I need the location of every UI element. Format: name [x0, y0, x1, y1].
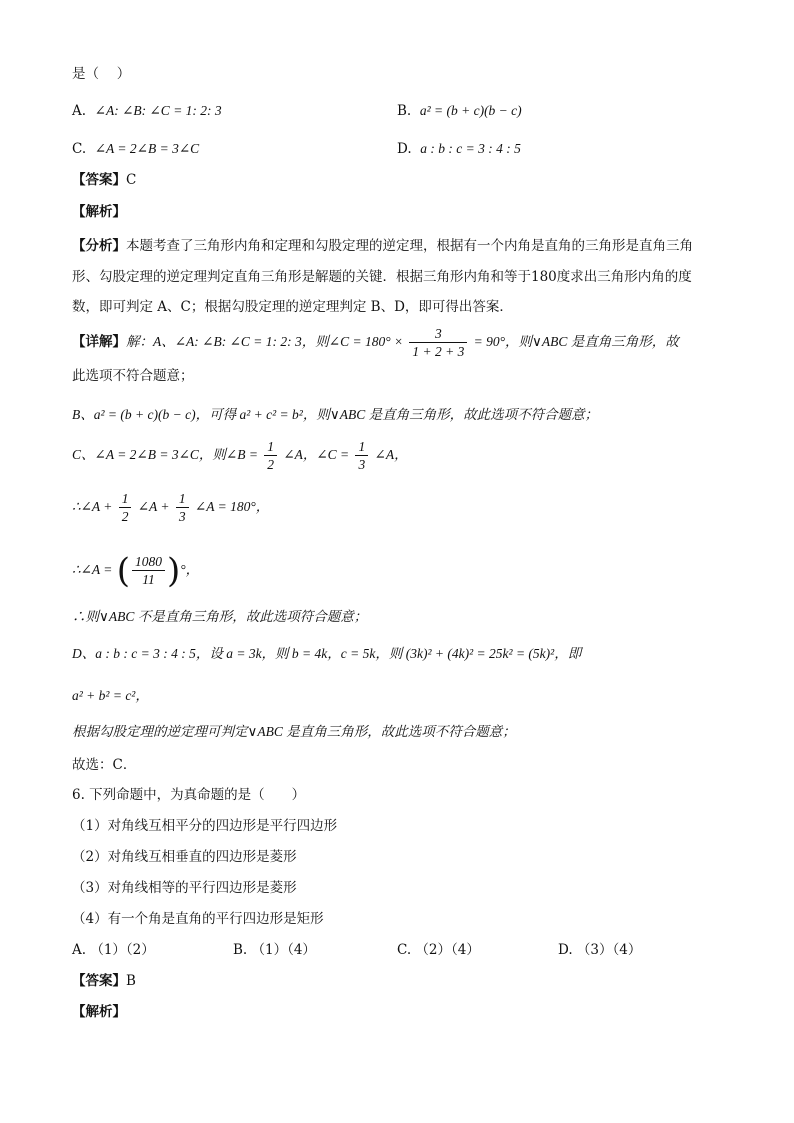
- q6-item-3: （3）对角线相等的平行四边形是菱形: [72, 880, 297, 896]
- q5-detail-d-2: a² + b² = c²，: [72, 688, 149, 703]
- fraction: $\frac{1}{3}$: [355, 438, 368, 473]
- q5-detail-a-2: 此选项不符合题意；: [72, 368, 194, 384]
- q5-detail-b: B、a² = (b + c)(b − c)，可得 a² + c² = b²，则∨ABC 是直角三角形，故此选项不符合题意；: [72, 407, 599, 422]
- q5-fenxi-line-3: 数，即可判定 A、C；根据勾股定理的逆定理判定 B、D，即可得出答案．: [72, 299, 513, 315]
- q5-analysis-heading: 【解析】: [72, 204, 126, 220]
- q6-item-2: （2）对角线互相垂直的四边形是菱形: [72, 849, 297, 865]
- q5-fenxi-line-1: 【分析】本题考查了三角形内角和定理和勾股定理的逆定理，根据有一个内角是直角的三角形是直角三角: [72, 238, 693, 254]
- q6-option-a: A. （1）（2）: [72, 942, 155, 958]
- q5-detail-d-1: D、a : b : c = 3 : 4 : 5，设 a = 3k，则 b = 4k，c = 5k，则 (3k)² + (4k)² = 25k² = (5k)²，即: [72, 646, 582, 661]
- q6-item-1: （1）对角线互相平分的四边形是平行四边形: [72, 818, 338, 834]
- q5-stem-tail: 是（ ）: [72, 66, 131, 82]
- q5-detail-c: C、∠A = 2∠B = 3∠C，则∠B = $\frac{1}{2}$ ∠A，∠C = $\frac{1}{3}$ ∠A，: [72, 439, 408, 472]
- fraction: $\frac{3}{1 + 2 + 3}$: [409, 325, 467, 360]
- q6-option-b: B. （1）（4）: [233, 942, 316, 958]
- q6-option-c: C. （2）（4）: [397, 942, 480, 958]
- q6-answer: 【答案】B: [72, 973, 136, 989]
- q5-option-d: D. a : b : c = 3 : 4 : 5: [397, 141, 521, 157]
- q5-detail-d-3: 根据勾股定理的逆定理可判定∨ABC 是直角三角形，故此选项不符合题意；: [72, 724, 516, 739]
- fraction: $\frac{1}{2}$: [119, 490, 132, 525]
- q5-detail-c-3: ∴∠A = ( $\frac{1080}{11}$ )°，: [72, 550, 200, 591]
- q5-option-c: C. ∠A = 2∠B = 3∠C: [72, 141, 200, 157]
- q5-option-a: A. ∠A: ∠B: ∠C = 1: 2: 3: [72, 103, 222, 119]
- q6-item-4: （4）有一个角是直角的平行四边形是矩形: [72, 911, 324, 927]
- q6-analysis-heading: 【解析】: [72, 1004, 126, 1020]
- q5-detail-c-4: ∴则∨ABC 不是直角三角形，故此选项符合题意；: [72, 609, 368, 624]
- fraction: $\frac{1}{3}$: [176, 490, 189, 525]
- q5-detail-a: 【详解】解：A、∠A: ∠B: ∠C = 1: 2: 3，则∠C = 180° × $\frac{3}{1 + 2 + 3}$ = 90°，则∨ABC 是直角三角形，故: [72, 326, 679, 359]
- fraction: $\frac{1}{2}$: [264, 438, 277, 473]
- q5-detail-c-2: ∴∠A + $\frac{1}{2}$ ∠A + $\frac{1}{3}$ ∠A = 180°，: [72, 491, 270, 524]
- fraction: $\frac{1080}{11}$: [132, 553, 165, 588]
- q6-option-d: D. （3）（4）: [558, 942, 642, 958]
- q5-fenxi-line-2: 形、勾股定理的逆定理判定直角三角形是解题的关键．根据三角形内角和等于180度求出三角形内角的度: [72, 269, 692, 285]
- q6-stem: 6. 下列命题中，为真命题的是（ ）: [72, 787, 306, 803]
- q5-option-b: B. a² = (b + c)(b − c): [397, 103, 522, 119]
- q5-choose: 故选：C．: [72, 757, 137, 773]
- q5-answer: 【答案】C: [72, 172, 137, 188]
